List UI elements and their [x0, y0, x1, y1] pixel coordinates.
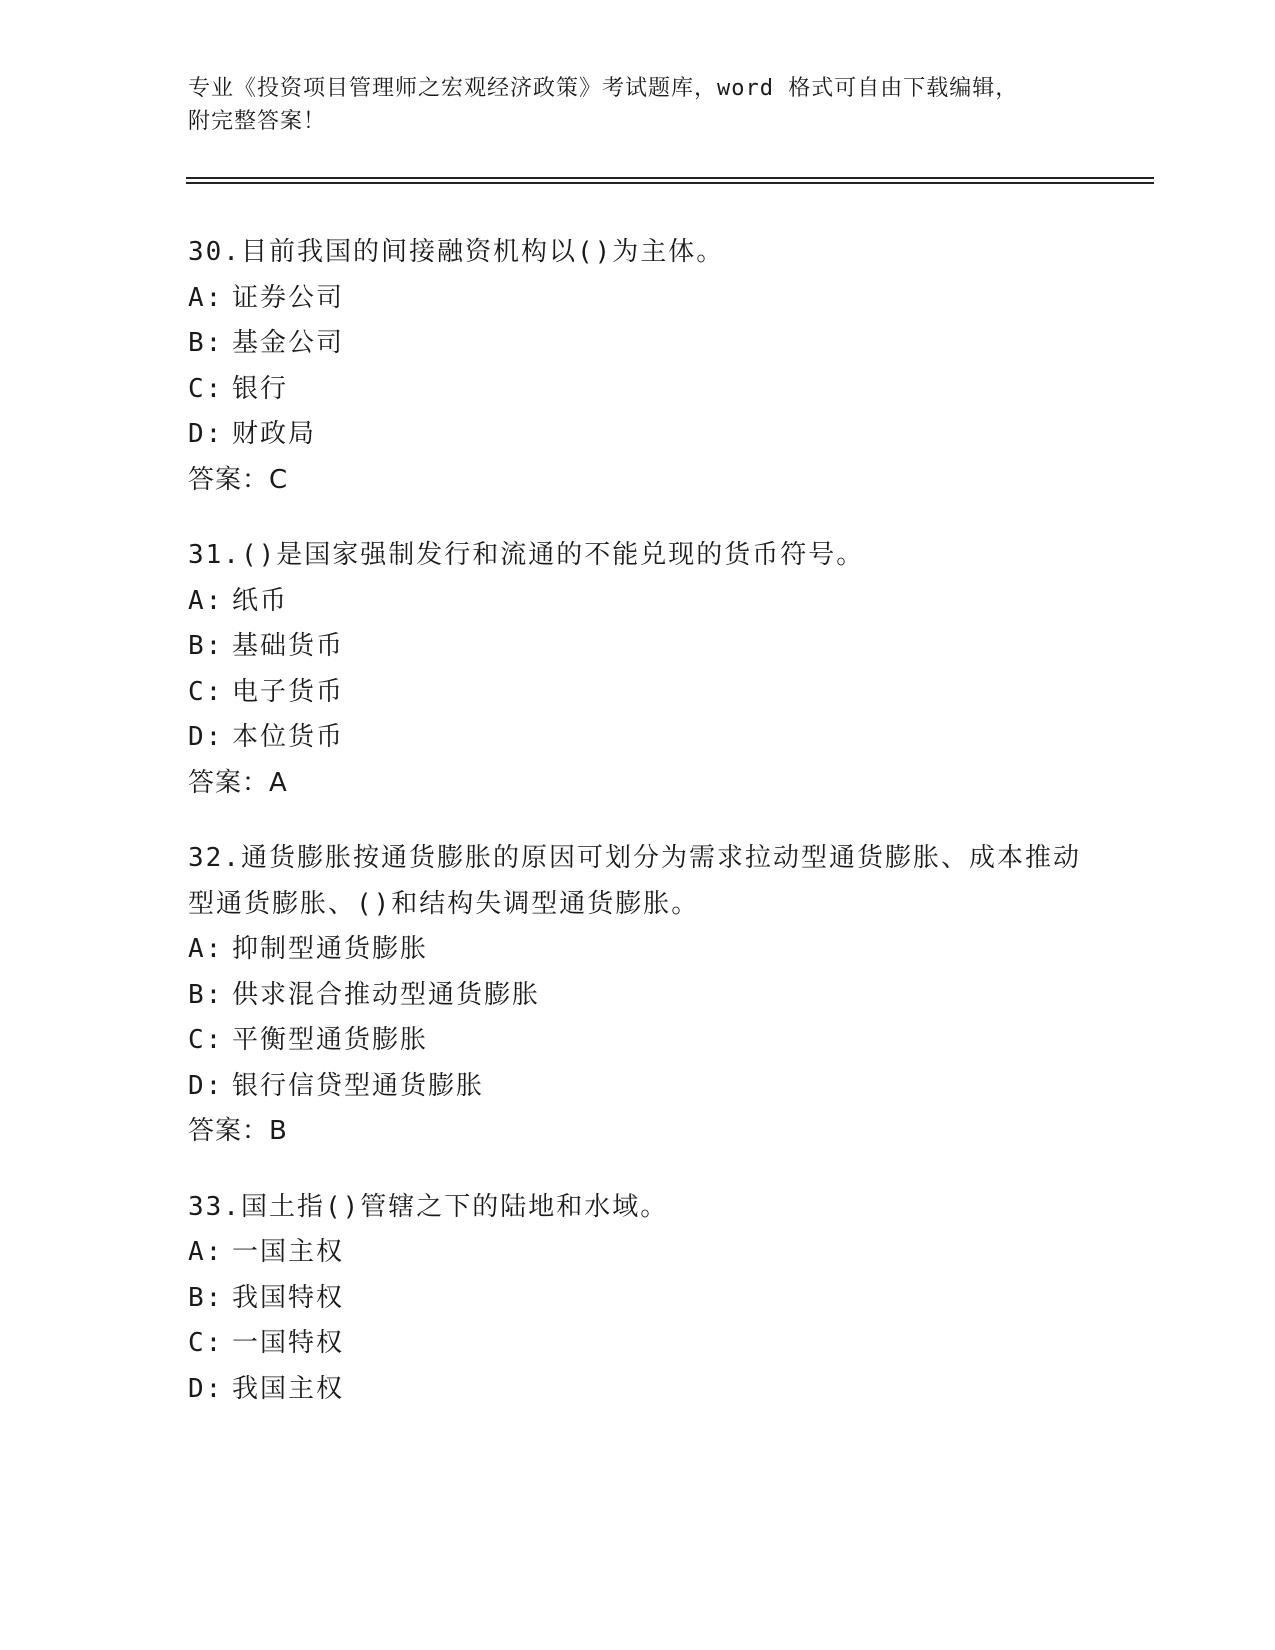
option-d: [188, 412, 1088, 458]
option-b: [188, 973, 1088, 1019]
option-letter: B:: [188, 631, 224, 661]
option-letter: C:: [188, 1025, 224, 1055]
question-32: [188, 836, 1088, 1155]
option-text: 抑制型通货膨胀: [232, 934, 429, 964]
answer: 答案：C: [188, 464, 289, 495]
option-letter: A:: [188, 585, 224, 616]
option-letter: D:: [188, 419, 224, 449]
header-divider-bottom: [186, 182, 1154, 184]
question-text: 33.国土指()管辖之下的陆地和水域。: [188, 1191, 669, 1222]
option-b: [188, 624, 1088, 670]
option-b: [188, 1276, 1088, 1322]
option-text: 一国特权: [232, 1328, 345, 1358]
document-header: [188, 72, 1068, 138]
option-b: [188, 321, 1088, 367]
option-text: 我国主权: [232, 1373, 345, 1404]
option-text: 银行: [232, 373, 289, 404]
option-text: 基础货币: [232, 631, 345, 661]
option-text: 平衡型通货膨胀: [232, 1025, 429, 1055]
option-a: [188, 1230, 1088, 1276]
option-letter: D:: [188, 1070, 224, 1101]
option-letter: B:: [188, 1282, 224, 1313]
option-text: 本位货币: [232, 722, 345, 752]
option-text: 纸币: [232, 585, 289, 616]
option-letter: B:: [188, 328, 224, 358]
option-a: [188, 579, 1088, 625]
option-text: 电子货币: [232, 676, 345, 707]
option-letter: B:: [188, 979, 224, 1010]
option-text: 银行信贷型通货膨胀: [232, 1070, 485, 1101]
option-text: 供求混合推动型通货膨胀: [232, 979, 541, 1010]
question-list: [188, 230, 1088, 1442]
option-letter: A:: [188, 1237, 224, 1267]
option-c: [188, 367, 1088, 413]
option-letter: C:: [188, 373, 224, 404]
option-letter: D:: [188, 1373, 224, 1404]
option-letter: C:: [188, 676, 224, 707]
header-line-2: 附完整答案！: [188, 109, 327, 134]
option-letter: C:: [188, 1328, 224, 1358]
option-d: [188, 1367, 1088, 1413]
header-divider-top: [186, 177, 1154, 179]
option-a: [188, 927, 1088, 973]
option-text: 我国特权: [232, 1282, 345, 1313]
question-33: [188, 1185, 1088, 1413]
answer: 答案：B: [188, 1116, 288, 1146]
option-letter: A:: [188, 934, 224, 964]
option-text: 基金公司: [232, 328, 345, 358]
option-text: 财政局: [232, 419, 317, 449]
option-text: 一国主权: [232, 1237, 345, 1267]
answer: 答案：A: [188, 767, 288, 798]
header-line-1: 专业《投资项目管理师之宏观经济政策》考试题库，word 格式可自由下载编辑，: [188, 76, 1019, 101]
option-letter: D:: [188, 722, 224, 752]
option-d: [188, 1064, 1088, 1110]
option-c: [188, 1018, 1088, 1064]
question-text: 32.通货膨胀按通货膨胀的原因可划分为需求拉动型通货膨胀、成本推动型通货膨胀、()和结构失调型通货膨胀。: [188, 843, 1081, 919]
option-a: [188, 276, 1088, 322]
option-c: [188, 670, 1088, 716]
question-30: [188, 230, 1088, 503]
question-31: [188, 533, 1088, 806]
option-letter: A:: [188, 282, 224, 313]
option-d: [188, 715, 1088, 761]
question-text: 30.目前我国的间接融资机构以()为主体。: [188, 237, 725, 267]
question-text: 31.()是国家强制发行和流通的不能兑现的货币符号。: [188, 540, 865, 570]
option-c: [188, 1321, 1088, 1367]
option-text: 证券公司: [232, 282, 345, 313]
